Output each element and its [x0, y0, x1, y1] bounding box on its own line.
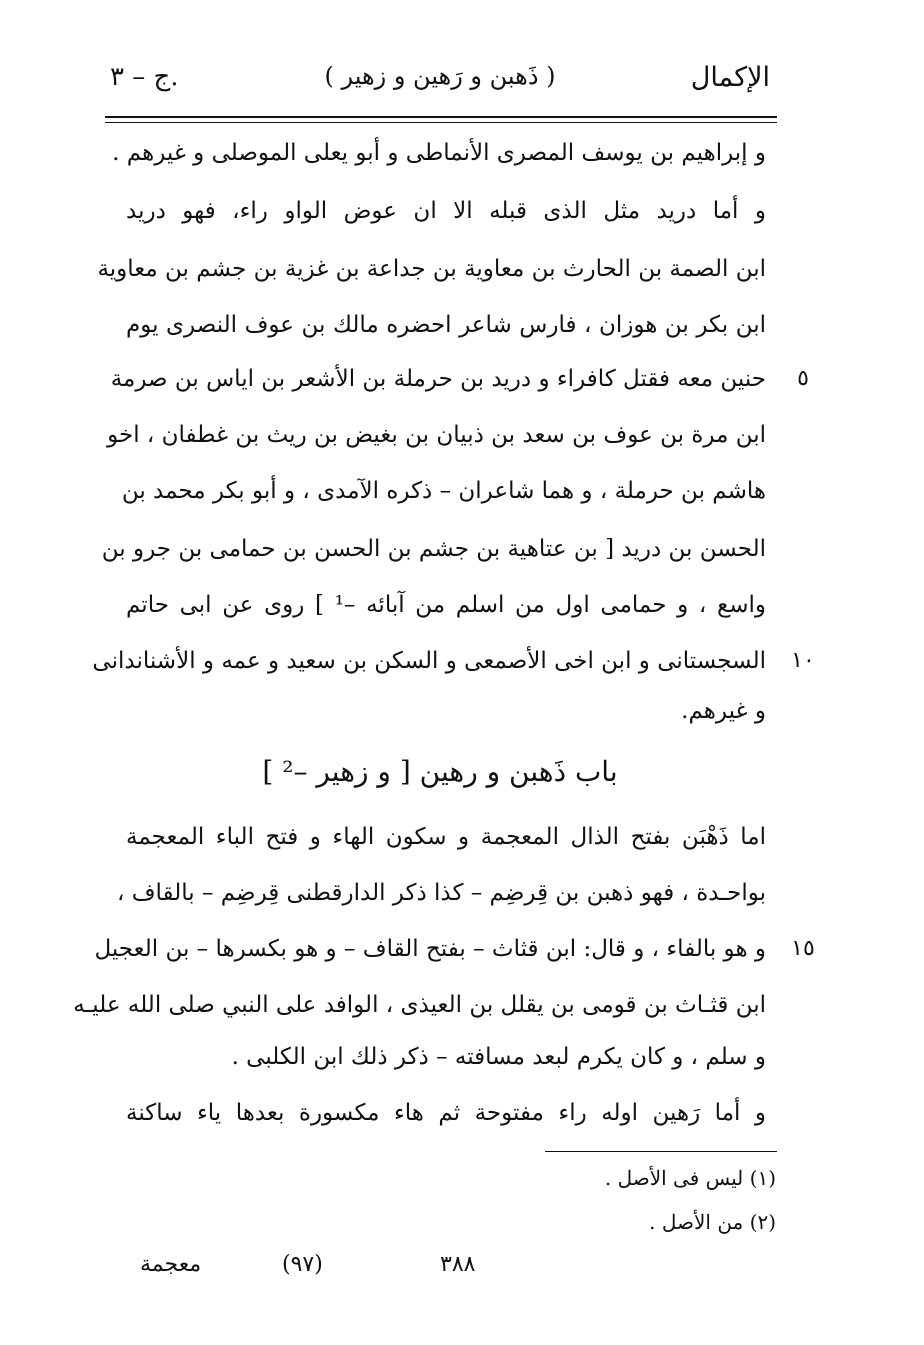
body-line: السجستانى و ابن اخى الأصمعى و السكن بن سعيد و عمه و الأشناندانى	[92, 648, 766, 674]
line-number: ٥	[797, 366, 809, 391]
running-title: ( ذَهبن و رَهين و زهير )	[324, 62, 556, 90]
footnote-rule	[545, 1151, 777, 1152]
catchword: معجمة	[140, 1252, 202, 1277]
body-line: واسع ، و حمامى اول من اسلم من آبائه –¹ ] روى عن ابى حاتم	[126, 592, 766, 618]
section-line: و هو بالفاء ، و قال: ابن قثاث – بفتح القاف – و هو بكسرها – بن العجيل	[94, 936, 766, 962]
body-line: و أما دريد مثل الذى قبله الا ان عوض الواو راء، فهو دريد	[126, 198, 766, 224]
body-line: ابن بكر بن هوزان ، فارس شاعر احضره مالك بن عوف النصرى يوم	[126, 312, 766, 338]
body-line: و غيرهم.	[681, 698, 766, 724]
body-line: ابن مرة بن عوف بن سعد بن ذبيان بن بغيض بن ريث بن غطفان ، اخو	[107, 422, 766, 448]
section-line: و سلم ، و كان يكرم لبعد مسافته – ذكر ذلك ابن الكلبى .	[231, 1044, 766, 1070]
body-line: و إبراهيم بن يوسف المصرى الأنماطى و أبو يعلى الموصلى و غيرهم .	[112, 140, 766, 166]
body-line: هاشم بن حرملة ، و هما شاعران – ذكره الآمدى ، و أبو بكر محمد بن	[121, 478, 766, 504]
section-line: بواحـدة ، فهو ذهبن بن قِرضِم – كذا ذكر الدارقطنى قِرضِم – بالقاف ،	[116, 880, 766, 906]
body-line: ابن الصمة بن الحارث بن معاوية بن جداعة بن غزية بن جشم بن معاوية	[97, 256, 766, 282]
sequence-number: (٩٧)	[282, 1252, 323, 1277]
section-line: اما ذَهْبَن بفتح الذال المعجمة و سكون الهاء و فتح الباء المعجمة	[126, 824, 766, 850]
footnote: (٢) من الأصل .	[649, 1210, 776, 1234]
line-number: ١٥	[791, 936, 815, 961]
section-line: ابن قثـاث بن قومى بن يقلل بن العيذى ، الوافد على النبي صلى الله عليـه	[73, 992, 766, 1018]
page-number: ٣٨٨	[440, 1252, 476, 1277]
body-line: الحسن بن دريد [ بن عتاهية بن جشم بن الحسن بن حمامى بن جرو بن	[101, 536, 766, 562]
book-title: الإكمال	[690, 62, 770, 93]
header-rule-thin	[105, 122, 777, 123]
section-line: و أما رَهين اوله راء مفتوحة ثم هاء مكسورة بعدها ياء ساكنة	[126, 1100, 766, 1126]
footnote: (١) ليس فى الأصل .	[604, 1166, 776, 1190]
header-rule	[105, 116, 777, 118]
volume-label: ج – ٣.	[110, 62, 179, 92]
section-heading: باب ذَهبن و رهين [ و زهير –² ]	[262, 755, 618, 788]
line-number: ١٠	[791, 648, 815, 673]
body-line: حنين معه فقتل كافراء و دريد بن حرملة بن الأشعر بن اياس بن صرمة	[110, 366, 766, 392]
page-header	[110, 62, 770, 102]
